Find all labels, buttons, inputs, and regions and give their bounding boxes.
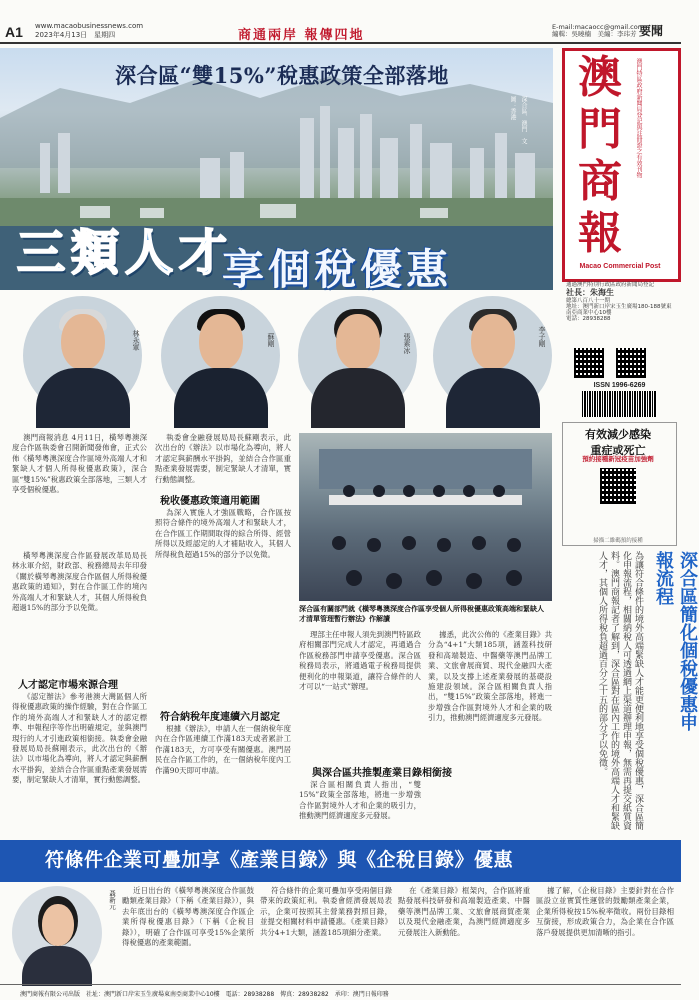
- portrait-2: [161, 296, 280, 415]
- portrait-4: [433, 296, 552, 415]
- article-para: 根據《辦法》，申請人在一個納稅年度內在合作區連續工作滿183天或者累計工作滿183天，方可享受有關優惠。澳門居民在合作區工作的，在一個納稅年度內工作滿90天即可申請。: [155, 724, 291, 775]
- hero-photo-caption: 深合區、澳門 文圖：香港: [509, 96, 527, 144]
- banner-para: 符合條件的企業可疊加享受兩個目錄帶來的政策紅利。執委會經濟發展局表示，企業可按照其主營業務對照目錄，並提交相關材料申請優惠。《產業目錄》共分4+1大類，涵蓋185項細分產業。: [260, 886, 392, 937]
- article-para: [428, 630, 552, 835]
- issue-number: 總第八百八十一期: [566, 297, 611, 304]
- portrait-face: [336, 314, 380, 370]
- article-para: 執委會金融發展局局長蘇剛表示，此次出台的《辦法》以市場化為導向，將人才認定與薪酬水平掛鈎，並結合合作區重點產業發展需要，制定緊缺人才清單，實行動態調整。: [155, 433, 291, 484]
- page-footer: [0, 984, 681, 1000]
- masthead-title: 澳門商報: [578, 52, 622, 259]
- photo-caption: 深合區有關部門就《橫琴粵澳深度合作區享受個人所得稅優惠政策高端和緊缺人才清單管理暫行辦法》作解讀: [299, 605, 544, 623]
- article-para: 橫琴粵澳深度合作區發展改革局局長林永軍介紹，財政部、稅務總局去年印發《關於橫琴粵澳深度合作區個人所得稅優惠政策的通知》，對在合作區工作的境內外高端人才和緊缺人才，其個人所得稅負超過15%的部分予以免徵。: [12, 551, 147, 613]
- masthead-english: Macao Commercial Post: [579, 263, 661, 270]
- interviewee-portrait: [12, 886, 102, 980]
- article-para: 理部主任申報人須先到澳門特區政府相關部門完成人才認定，再通過合作區稅務部門申請享受優惠。深合區稅務局表示，將通過電子稅務局提供便利化的申報渠道，讓符合條件的人才可以“一站式”辦理。: [299, 630, 421, 692]
- press-conference-photo: [299, 433, 552, 601]
- article-para: [12, 692, 147, 832]
- banner-para: 在《產業目錄》框架內，合作區將重點發展科技研發和高端製造產業、中醫藥等澳門品牌工業、文旅會展商貿產業以及現代金融產業，為澳門經濟適度多元發展注入新動能。: [398, 886, 530, 937]
- masthead-registration: 澳門特區政府新聞局登記與註冊證之有效刊物: [635, 58, 642, 178]
- article-text: 《認定辦法》參考港澳大灣區個人所得稅優惠政策的操作經驗，對在合作區工作的境外高端人才和緊缺人才的認定標準、申報程序等作出明確規定，並與澳門現行的人才引進政策相銜接。: [12, 692, 147, 743]
- portrait-1: [23, 296, 142, 415]
- interviewee-name: 聶新元: [108, 890, 116, 910]
- portrait-suit: [311, 368, 405, 428]
- ad-line1: 有效減少感染: [585, 428, 651, 441]
- article-text: 深合區相關負責人指出，“雙15%”政策全部落地，將進一步增強合作區對境外人才和企業的吸引力，推動澳門經濟適度多元發展。: [428, 682, 552, 723]
- website-url[interactable]: www.macaobusinessnews.com: [35, 22, 144, 30]
- barcode-icon: [582, 391, 657, 417]
- editor-line: 編輯：吳曉楠 美編：李玮芳: [552, 30, 637, 39]
- top-headline: 深合區“雙15%”稅惠政策全部落地: [115, 63, 449, 88]
- bottom-headline: 符條件企業可疊加享《產業目錄》與《企稅目錄》優惠: [45, 849, 514, 871]
- qr-code-icon[interactable]: [574, 348, 604, 378]
- portrait-face: [199, 314, 243, 370]
- banner-para: 近日出台的《橫琴粵澳深度合作區鼓勵類產業目錄》（下稱《產業目錄》），與去年底出台的《橫琴粵澳深度合作區企業所得稅優惠目錄》（下稱《企稅目錄》），明確了合作區可享受15%企業所得稅優惠的產業範圍。: [122, 886, 254, 948]
- issn-number: ISSN 1996-6269: [593, 382, 646, 389]
- portrait-name-3: 張素冰: [403, 333, 411, 354]
- qr-code-icon[interactable]: [616, 348, 646, 378]
- portrait-suit: [446, 368, 540, 428]
- portrait-suit: [22, 946, 92, 986]
- main-headline-line1: 三類人才: [17, 225, 234, 281]
- phone-line: 電話：28938288: [566, 316, 611, 323]
- slogan: 商通兩岸 報傳四地: [238, 28, 365, 43]
- subhead-4: 與深合區共推製產業目錄相銜接: [312, 768, 452, 779]
- portrait-suit: [36, 368, 130, 428]
- ad-line2: 重症或死亡: [590, 444, 646, 457]
- portrait-name-2: 蘇剛: [267, 333, 275, 347]
- portrait-name-1: 林永軍: [132, 330, 140, 351]
- portrait-suit: [174, 368, 268, 428]
- right-story-body: 為讓符合條件的境外高端緊缺人才能更便利地享受個稅優惠，深合區簡化申報流程，相關納稅人可透過網上渠道辦理申報，無需再提交紙質資料。澳門商報記者了解到，深合區對在區內工作的境外高端人才和緊缺人才，其個人所得稅負超過百分之十五的部分予以免徵。: [597, 551, 643, 830]
- portrait-3: [298, 296, 417, 415]
- banner-para: 據了解，《企稅目錄》主要針對在合作區設立並實質性運營的鼓勵類產業企業，企業所得稅按15%稅率徵收。兩份目錄相互銜接，形成政策合力，為企業在合作區落戶發展提供更加清晰的指引。: [536, 886, 674, 937]
- article-text: 執委會金融發展局局長蘇剛表示，此次出台的《辦法》以市場化為導向，將人才認定與薪酬水平掛鈎，並結合合作區重點產業發展需要，制定緊缺人才清單，實行動態調整。: [12, 733, 147, 785]
- article-intro: 澳門商報消息 4月11日，橫琴粵澳深度合作區執委會召開新聞發佈會，正式公佈《橫琴粵澳深度合作區境外高端人才和緊缺人才個人所得稅優惠政策》，深合區“雙15%”稅惠政策全部落地，三類人才享受個稅優惠。: [12, 433, 147, 495]
- ad-subline: 預約接種新冠疫苗加強劑: [582, 455, 654, 463]
- subhead-2: 稅收優惠政策適用範圍: [160, 496, 260, 507]
- article-para: 深合區相關負責人指出，“雙15%”政策全部落地，將進一步增強合作區對境外人才和企業的吸引力，推動澳門經濟適度多元發展。: [299, 780, 421, 821]
- subhead-1: 人才認定市場來源合理: [18, 680, 118, 691]
- article-text: 據悉，此次公佈的《產業目錄》共分為“4+1”大類185項，涵蓋科技研發和高端製造、中醫藥等澳門品牌工業、文旅會展商貿、現代金融四大產業，以及支撐上述產業發展的基礎設施建設領域。: [428, 630, 552, 692]
- issue-date: 2023年4月13日 星期四: [35, 31, 116, 39]
- main-headline-line2: 享個稅優惠: [222, 245, 453, 294]
- portrait-face: [42, 904, 74, 946]
- address-line: 地址：澳門新口岸宋玉生廣場180-188號東南亞商業中心10樓: [566, 303, 672, 317]
- footer-text: 澳門商報有限公司出版 社址：澳門新口岸宋玉生廣場東南亞商業中心10樓 電話：28938288 傳真：28938282 承印：澳門日報印務: [20, 991, 389, 998]
- registration-line: 通過澳門特別行政區政府新聞局登記: [566, 282, 655, 288]
- ad-note: 掃描二維碼預約接種: [593, 538, 643, 544]
- masthead-info: [566, 282, 674, 323]
- section-label: 要聞: [638, 24, 663, 38]
- page-number: A1: [5, 24, 23, 40]
- portrait-face: [61, 314, 105, 370]
- portrait-name-4: 李子剛: [538, 326, 546, 347]
- article-para: 為深入實施人才強區戰略，合作區按照符合條件的境外高端人才和緊缺人才，在合作區工作期間取得的綜合所得、經營所得以及經認定的人才補貼收入，其個人所得稅負超過15%的部分予以免徵。: [155, 508, 291, 559]
- subhead-3: 符合納稅年度連續六月認定: [160, 712, 280, 723]
- president-line: 社長：朱海生: [566, 288, 614, 298]
- qr-code-icon[interactable]: [600, 468, 636, 504]
- right-story-title: 深合區簡化個稅優惠申報流程: [653, 551, 698, 731]
- portrait-face: [471, 314, 515, 370]
- contact-email: E-mail:macaocc@gmail.com: [552, 23, 645, 31]
- conference-scene-image: [299, 433, 552, 601]
